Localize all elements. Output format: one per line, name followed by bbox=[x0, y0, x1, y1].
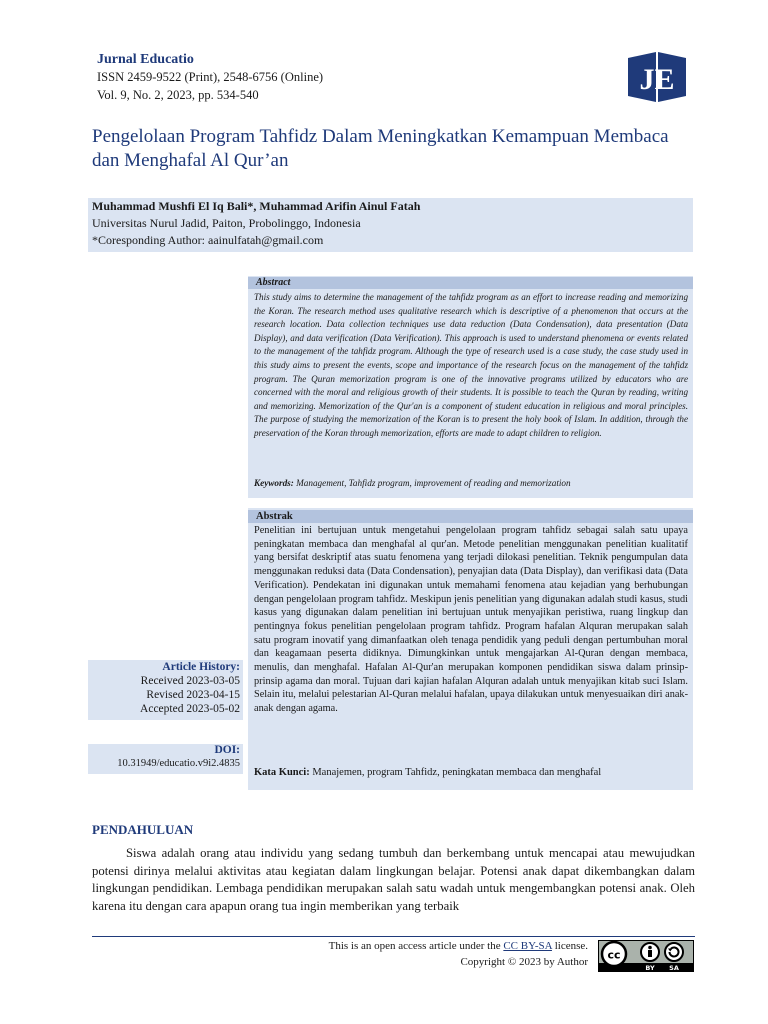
doi-value[interactable]: 10.31949/educatio.v9i2.4835 bbox=[117, 758, 240, 769]
section-heading: PENDAHULUAN bbox=[92, 822, 194, 837]
abstract-id-text: Penelitian ini bertujuan untuk mengetahui pengelolaan program tahfidz sebagai salah satu upaya peningkatan membaca dan menghafal al qur'an. Metode penelitian menggunakan penelitian kualitatif yang bersifat deskriptif atas suatu fenomena yang terjadi dilokasi penelitian. Teknik pengumpulan data menggunakan reduksi data (Data Condensation), penyajian data (Data Display), dan verifikasi data (Data Verification). Pendekatan ini digunakan untuk memahami fenomena atau kejadian yang berhubungan dengan pengelolaan program tahfidz. Meskipun jenis penelitian yang digunakan adalah studi kasus, studi kasus yang digunakan dalam penelitian ini bertujuan untuk menyajikan peristiwa, ruang lingkup dan pentingnya fokus penelitian pengelolaan program tahfidz. Program hafalan Alquran merupakan salah satu program inovatif yang dimanfaatkan oleh tenaga pendidik yang peduli dengan pertumbuhan moral dan keagamaan peserta didiknya. Dimungkinkan untuk mengajarkan Al-Quran dengan membaca, menulis, dan menghafal. Hafalan Al-Qur'an merupakan komponen pendidikan siswa dalam prinsip-prinsip agama dan moral. Tujuan dari kajian hafalan Alquran adalah untuk menyajikan kitab suci Islam. Selain itu, melalui pelestarian Al-Quran melalui hafalan, upaya dilakukan untuk menyesuaikan diri anak-anak dengan agama. bbox=[254, 525, 688, 715]
abstract-en-label: Abstract bbox=[256, 277, 291, 288]
abstract-en-text: This study aims to determine the management of the tahfidz program as an effort to increase reading and memorizing the Koran. The research method uses qualitative research which is descriptive of a phenomenon that occurs at the research location. Data collection techniques use data reduction (Data Condensation), data presentation (Data Display), and data verification (Data Verification). This approach is used to understand phenomena or events related to the management of the tahfidz program. Although the type of research used is a case study, the case study used in this study aims to present the events, scope and importance of the research focus on the management of the tahfidz program. The Quran memorization program is one of the innovative programs utilized by educators who are concerned with the moral and religious growth of their students. It is possible to teach the Quran by reading, writing and memorizing. Memorization of the Qur'an is a component of student education in religious and moral principles. The purpose of studying the memorization of the Koran is to present the holy book of Islam. In addition, through the preservation of the Koran through memorization, efforts are made to adapt children to religion. bbox=[254, 292, 688, 438]
abstract-id-label: Abstrak bbox=[256, 511, 293, 522]
keywords-id-label: Kata Kunci: bbox=[254, 767, 310, 778]
received-date: Received 2023-03-05 bbox=[140, 675, 240, 687]
footer-divider bbox=[92, 936, 695, 937]
license-suffix: license. bbox=[551, 940, 588, 952]
accepted-date: Accepted 2023-05-02 bbox=[140, 703, 240, 715]
sa-label: SA bbox=[669, 964, 679, 972]
doi-label: DOI: bbox=[214, 744, 240, 756]
keywords-en-label: Keywords: bbox=[254, 478, 294, 488]
journal-logo bbox=[626, 52, 688, 102]
by-label: BY bbox=[645, 964, 655, 972]
cc-by-sa-badge-icon[interactable] bbox=[598, 940, 694, 972]
body-paragraph: Siswa adalah orang atau individu yang sedang tumbuh dan berkembang untuk mencapai atau mewujudkan potensi dirinya melalui aktivitas atau kegiatan dalam lingkungan belajar. Potensi anak dapat dikembangkan dalam lingkungan pendidikan. Lembaga pendidikan merupakan salah satu wadah untuk mengembangkan potensi anak. Oleh karena itu dengan cara apapun orang tua ingin memberikan yang terbaik bbox=[92, 846, 695, 913]
keywords-en bbox=[254, 477, 688, 489]
cc-by-sa-link[interactable]: CC BY-SA bbox=[503, 940, 552, 952]
body-text bbox=[92, 845, 695, 915]
article-title: Pengelolaan Program Tahfidz Dalam Meningkatkan Kemampuan Membaca dan Menghafal Al Qur’an bbox=[92, 126, 669, 171]
issn-line: ISSN 2459-9522 (Print), 2548-6756 (Online) bbox=[97, 70, 324, 84]
logo-letters: JE bbox=[639, 63, 675, 96]
by-person-icon bbox=[648, 946, 652, 950]
volume-line: Vol. 9, No. 2, 2023, pp. 534-540 bbox=[97, 88, 259, 102]
affiliation: Universitas Nurul Jadid, Paiton, Probolinggo, Indonesia bbox=[92, 216, 361, 230]
license-prefix: This is an open access article under the bbox=[328, 940, 504, 952]
article-history-label: Article History: bbox=[162, 661, 240, 673]
abstract-id-header-bar bbox=[248, 510, 693, 523]
journal-name: Jurnal Educatio bbox=[97, 52, 194, 67]
corresponding-author: *Coresponding Author: aainulfatah@gmail.com bbox=[92, 233, 324, 247]
cc-icon: cc bbox=[607, 948, 621, 962]
abstract-en-header-bar bbox=[248, 277, 693, 289]
keywords-id bbox=[254, 766, 688, 779]
license-line bbox=[329, 940, 588, 952]
copyright-line: Copyright © 2023 by Author bbox=[460, 956, 588, 968]
keywords-id-value: Manajemen, program Tahfidz, peningkatan membaca dan menghafal bbox=[312, 767, 602, 778]
revised-date: Revised 2023-04-15 bbox=[146, 689, 240, 701]
keywords-en-value: Management, Tahfidz program, improvement of reading and memorization bbox=[296, 478, 571, 488]
author-names: Muhammad Mushfi El Iq Bali*, Muhammad Arifin Ainul Fatah bbox=[92, 199, 421, 213]
